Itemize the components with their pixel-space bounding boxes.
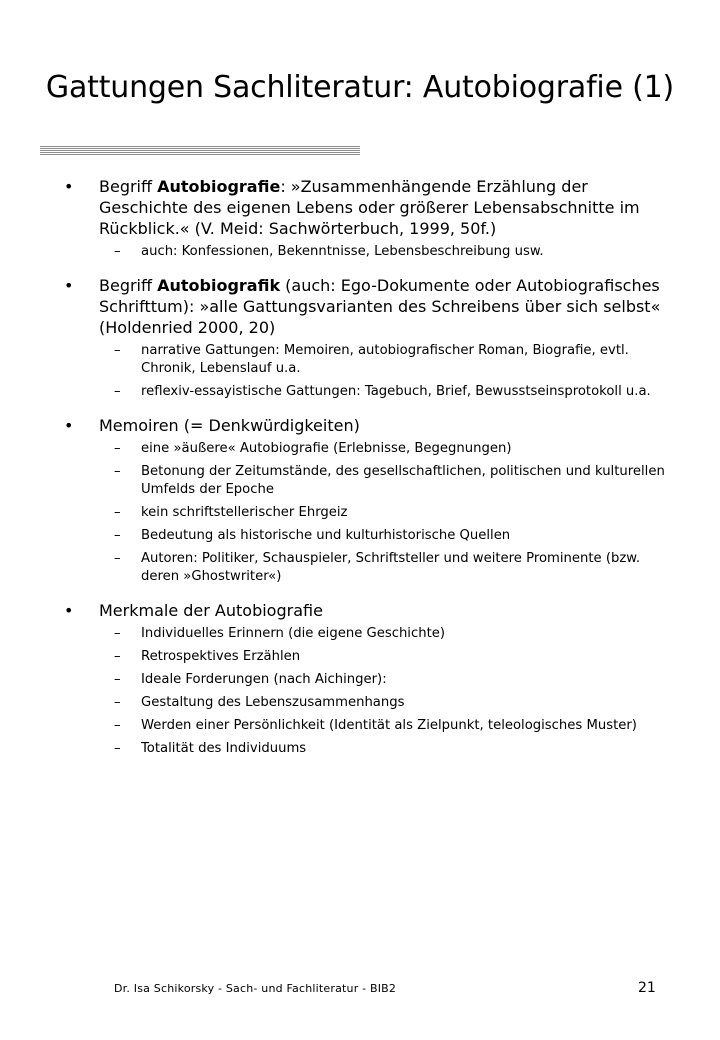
sub-item-text: Werden einer Persönlichkeit (Identität als Zielpunkt, teleologisches Muster) bbox=[141, 718, 637, 733]
dash-icon: – bbox=[114, 464, 121, 479]
item-prefix: Begriff bbox=[99, 276, 158, 295]
dash-icon: – bbox=[114, 505, 121, 520]
sub-item-text: kein schriftstellerischer Ehrgeiz bbox=[141, 505, 348, 520]
sub-item bbox=[99, 550, 674, 586]
sub-item bbox=[99, 243, 674, 261]
sub-item-text: narrative Gattungen: Memoiren, autobiografischer Roman, Biografie, evtl. Chronik, Lebenslauf u.a. bbox=[141, 343, 629, 376]
dash-icon: – bbox=[114, 551, 121, 566]
dash-icon: – bbox=[114, 741, 121, 756]
slide-title: Gattungen Sachliteratur: Autobiografie (1) bbox=[45, 70, 675, 105]
dash-icon: – bbox=[114, 343, 121, 358]
title-divider bbox=[40, 146, 360, 156]
dash-icon: – bbox=[114, 649, 121, 664]
sub-item bbox=[99, 342, 674, 378]
sub-item-text: reflexiv-essayistische Gattungen: Tagebuch, Brief, Bewusstseinsprotokoll u.a. bbox=[141, 384, 651, 399]
sub-item-text: Totalität des Individuums bbox=[141, 741, 307, 756]
bullet-list bbox=[64, 176, 674, 772]
dash-icon: – bbox=[114, 672, 121, 687]
sub-item-text: Retrospektives Erzählen bbox=[141, 649, 301, 664]
sub-item bbox=[99, 463, 674, 499]
sub-item-text: Gestaltung des Lebenszusammenhangs bbox=[141, 695, 405, 710]
sub-item bbox=[99, 504, 674, 522]
sub-item bbox=[99, 694, 674, 712]
sub-item-text: Autoren: Politiker, Schauspieler, Schriftsteller und weitere Prominente (bzw. deren »Ghostwriter«) bbox=[141, 551, 641, 584]
dash-icon: – bbox=[114, 695, 121, 710]
dash-icon: – bbox=[114, 244, 121, 259]
page-number: 21 bbox=[638, 980, 656, 996]
bullet-icon: • bbox=[64, 177, 74, 196]
sub-item bbox=[99, 717, 674, 735]
item-prefix: Memoiren (= Denkwürdigkeiten) bbox=[99, 416, 360, 435]
sub-item bbox=[99, 648, 674, 666]
bullet-item bbox=[64, 415, 674, 586]
item-text: : »Zusammenhängende Erzählung der Geschichte des eigenen Lebens oder größerer Lebensabschnitte im Rückblick.« (V. Meid: Sachwörterbuch, 1999, 50f.) bbox=[99, 177, 640, 238]
bullet-icon: • bbox=[64, 416, 74, 435]
dash-icon: – bbox=[114, 528, 121, 543]
sub-item-text: eine »äußere« Autobiografie (Erlebnisse, Begegnungen) bbox=[141, 441, 512, 456]
sub-item bbox=[99, 383, 674, 401]
sub-item bbox=[99, 625, 674, 643]
sub-item-text: Ideale Forderungen (nach Aichinger): bbox=[141, 672, 387, 687]
bullet-icon: • bbox=[64, 276, 74, 295]
dash-icon: – bbox=[114, 718, 121, 733]
item-term: Autobiografie bbox=[157, 177, 281, 196]
bullet-icon: • bbox=[64, 601, 74, 620]
sub-item bbox=[99, 671, 674, 689]
dash-icon: – bbox=[114, 626, 121, 641]
dash-icon: – bbox=[114, 441, 121, 456]
sub-item-text: Betonung der Zeitumstände, des gesellschaftlichen, politischen und kulturellen Umfelds der Epoche bbox=[141, 464, 665, 497]
item-prefix: Merkmale der Autobiografie bbox=[99, 601, 323, 620]
bullet-item bbox=[64, 275, 674, 401]
sub-item-text: Individuelles Erinnern (die eigene Geschichte) bbox=[141, 626, 446, 641]
sub-item bbox=[99, 527, 674, 545]
sub-item bbox=[99, 440, 674, 458]
item-text: (auch: Ego-Dokumente oder Autobiografisches Schrifttum): »alle Gattungsvarianten des Schreibens über sich selbst« (Holdenried 2000, 20) bbox=[99, 276, 661, 337]
item-term: Autobiografik bbox=[157, 276, 281, 295]
item-prefix: Begriff bbox=[99, 177, 158, 196]
sub-item-text: Bedeutung als historische und kulturhistorische Quellen bbox=[141, 528, 511, 543]
footer-text: Dr. Isa Schikorsky - Sach- und Fachliteratur - BIB2 bbox=[114, 982, 397, 995]
sub-item-text: auch: Konfessionen, Bekenntnisse, Lebensbeschreibung usw. bbox=[141, 244, 544, 259]
bullet-item bbox=[64, 176, 674, 261]
bullet-item bbox=[64, 600, 674, 758]
dash-icon: – bbox=[114, 384, 121, 399]
sub-item bbox=[99, 740, 674, 758]
